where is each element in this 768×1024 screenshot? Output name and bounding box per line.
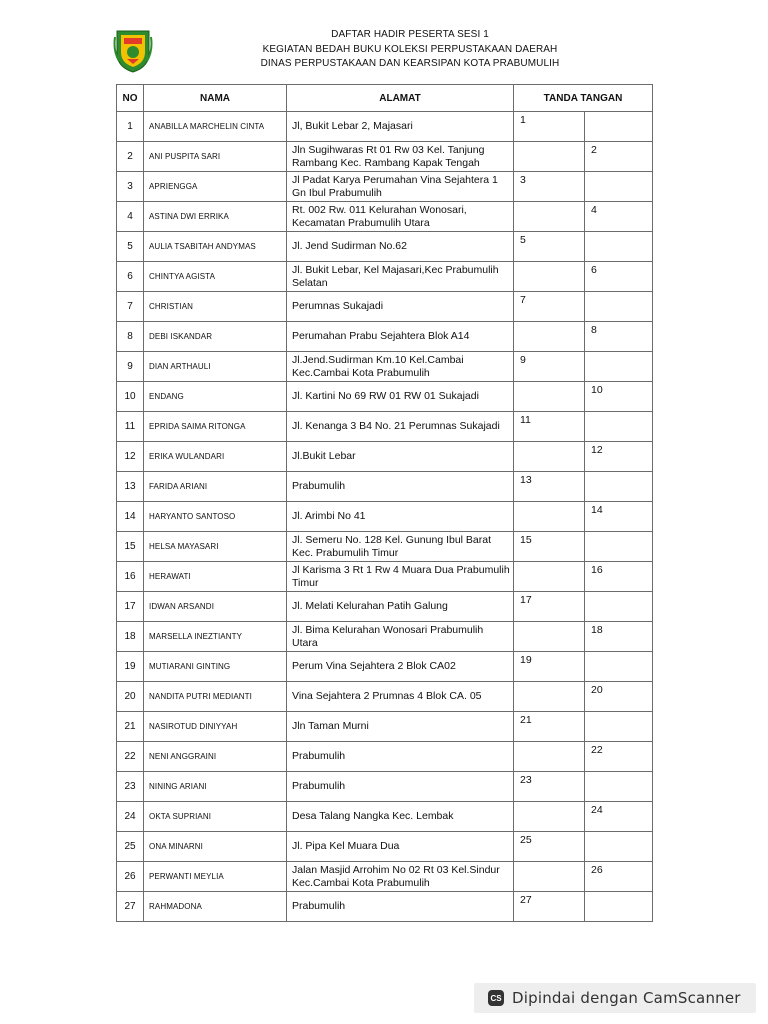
signature-cell-right (585, 532, 653, 562)
participant-address: Jl. Arimbi No 41 (287, 502, 514, 532)
signature-cell-left (514, 682, 585, 712)
participant-name: HELSA MAYASARI (144, 532, 287, 562)
table-row (117, 232, 653, 262)
signature-cell-right (585, 112, 653, 142)
signature-cell-right: 6 (585, 262, 653, 292)
signature-cell-left: 5 (514, 232, 585, 262)
signature-cell-left: 21 (514, 712, 585, 742)
header-no: NO (117, 85, 144, 112)
row-number: 11 (117, 412, 144, 442)
participant-name: NINING ARIANI (144, 772, 287, 802)
participant-name: EPRIDA SAIMA RITONGA (144, 412, 287, 442)
signature-cell-left (514, 262, 585, 292)
participant-address: Jl. Jend Sudirman No.62 (287, 232, 514, 262)
row-number: 8 (117, 322, 144, 352)
header-event: KEGIATAN BEDAH BUKU KOLEKSI PERPUSTAKAAN DAERAH (262, 43, 558, 55)
row-number: 17 (117, 592, 144, 622)
table-row (117, 532, 653, 562)
header-alamat: ALAMAT (287, 85, 514, 112)
signature-cell-right (585, 232, 653, 262)
participant-name: NANDITA PUTRI MEDIANTI (144, 682, 287, 712)
signature-cell-right (585, 592, 653, 622)
row-number: 5 (117, 232, 144, 262)
participant-name: HARYANTO SANTOSO (144, 502, 287, 532)
row-number: 24 (117, 802, 144, 832)
participant-address: Prabumulih (287, 892, 514, 922)
row-number: 27 (117, 892, 144, 922)
table-row (117, 292, 653, 322)
participant-address: Perumnas Sukajadi (287, 292, 514, 322)
signature-cell-left (514, 142, 585, 172)
signature-cell-right: 14 (585, 502, 653, 532)
signature-cell-left: 25 (514, 832, 585, 862)
signature-cell-right: 20 (585, 682, 653, 712)
header-agency: DINAS PERPUSTAKAAN DAN KEARSIPAN KOTA PRABUMULIH (260, 58, 560, 69)
participant-name: HERAWATI (144, 562, 287, 592)
participant-name: ANABILLA MARCHELIN CINTA (144, 112, 287, 142)
table-row (117, 382, 653, 412)
row-number: 22 (117, 742, 144, 772)
signature-cell-right: 16 (585, 562, 653, 592)
participant-name: AULIA TSABITAH ANDYMAS (144, 232, 287, 262)
participant-name: NENI ANGGRAINI (144, 742, 287, 772)
participant-address: Prabumulih (287, 472, 514, 502)
signature-cell-left (514, 322, 585, 352)
signature-cell-right (585, 832, 653, 862)
participant-address: Jl. Semeru No. 128 Kel. Gunung Ibul Barat Kec. Prabumulih Timur (287, 532, 514, 562)
table-row (117, 112, 653, 142)
participant-address: Jalan Masjid Arrohim No 02 Rt 03 Kel.Sindur Kec.Cambai Kota Prabumulih (287, 862, 514, 892)
row-number: 12 (117, 442, 144, 472)
signature-cell-right: 4 (585, 202, 653, 232)
signature-cell-right (585, 892, 653, 922)
signature-cell-right: 24 (585, 802, 653, 832)
header-title: DAFTAR HADIR PESERTA SESI 1 (331, 29, 489, 40)
signature-cell-right (585, 172, 653, 202)
participant-name: NASIROTUD DINIYYAH (144, 712, 287, 742)
participant-name: RAHMADONA (144, 892, 287, 922)
participant-address: Vina Sejahtera 2 Prumnas 4 Blok CA. 05 (287, 682, 514, 712)
participant-name: MUTIARANI GINTING (144, 652, 287, 682)
participant-address: Perumahan Prabu Sejahtera Blok A14 (287, 322, 514, 352)
participant-name: FARIDA ARIANI (144, 472, 287, 502)
participant-address: Jl. Bukit Lebar, Kel Majasari,Kec Prabumulih Selatan (287, 262, 514, 292)
participant-name: DEBI ISKANDAR (144, 322, 287, 352)
signature-cell-left (514, 442, 585, 472)
signature-cell-left: 3 (514, 172, 585, 202)
signature-cell-right (585, 292, 653, 322)
signature-cell-left (514, 502, 585, 532)
table-row (117, 742, 653, 772)
table-row (117, 682, 653, 712)
watermark-text: Dipindai dengan CamScanner (512, 989, 741, 1007)
participant-address: Prabumulih (287, 772, 514, 802)
table-row (117, 562, 653, 592)
table-row (117, 352, 653, 382)
row-number: 16 (117, 562, 144, 592)
table-row (117, 832, 653, 862)
table-row (117, 172, 653, 202)
row-number: 13 (117, 472, 144, 502)
participant-name: MARSELLA INEZTIANTY (144, 622, 287, 652)
row-number: 18 (117, 622, 144, 652)
signature-cell-right: 18 (585, 622, 653, 652)
participant-address: Jl. Kenanga 3 B4 No. 21 Perumnas Sukajadi (287, 412, 514, 442)
table-row (117, 412, 653, 442)
signature-cell-right: 10 (585, 382, 653, 412)
participant-name: ASTINA DWI ERRIKA (144, 202, 287, 232)
participant-name: APRIENGGA (144, 172, 287, 202)
table-row (117, 592, 653, 622)
participant-address: Jl. Melati Kelurahan Patih Galung (287, 592, 514, 622)
row-number: 6 (117, 262, 144, 292)
signature-cell-right: 8 (585, 322, 653, 352)
signature-cell-right (585, 412, 653, 442)
signature-cell-right: 26 (585, 862, 653, 892)
signature-cell-left: 7 (514, 292, 585, 322)
table-row (117, 802, 653, 832)
participant-address: Jl.Bukit Lebar (287, 442, 514, 472)
signature-cell-left: 15 (514, 532, 585, 562)
table-row (117, 652, 653, 682)
row-number: 9 (117, 352, 144, 382)
header-tanda-tangan: TANDA TANGAN (514, 85, 653, 112)
row-number: 4 (117, 202, 144, 232)
table-row (117, 322, 653, 352)
participant-address: Jl. Bima Kelurahan Wonosari Prabumulih Utara (287, 622, 514, 652)
table-row (117, 262, 653, 292)
participant-address: Rt. 002 Rw. 011 Kelurahan Wonosari, Kecamatan Prabumulih Utara (287, 202, 514, 232)
table-row (117, 892, 653, 922)
row-number: 23 (117, 772, 144, 802)
participant-address: Jl, Bukit Lebar 2, Majasari (287, 112, 514, 142)
participant-address: Jl. Kartini No 69 RW 01 RW 01 Sukajadi (287, 382, 514, 412)
participant-name: IDWAN ARSANDI (144, 592, 287, 622)
participant-name: DIAN ARTHAULI (144, 352, 287, 382)
signature-cell-right (585, 352, 653, 382)
participant-address: Jl Padat Karya Perumahan Vina Sejahtera 1 Gn Ibul Prabumulih (287, 172, 514, 202)
signature-cell-right (585, 772, 653, 802)
row-number: 20 (117, 682, 144, 712)
participant-address: Jl.Jend.Sudirman Km.10 Kel.Cambai Kec.Cambai Kota Prabumulih (287, 352, 514, 382)
signature-cell-left (514, 802, 585, 832)
attendance-table (116, 84, 653, 922)
camscanner-watermark (474, 983, 756, 1013)
row-number: 25 (117, 832, 144, 862)
row-number: 3 (117, 172, 144, 202)
row-number: 19 (117, 652, 144, 682)
participant-name: PERWANTI MEYLIA (144, 862, 287, 892)
signature-cell-left (514, 382, 585, 412)
participant-name: CHRISTIAN (144, 292, 287, 322)
signature-cell-right (585, 652, 653, 682)
table-row (117, 202, 653, 232)
signature-cell-left (514, 562, 585, 592)
signature-cell-left: 11 (514, 412, 585, 442)
signature-cell-left: 9 (514, 352, 585, 382)
signature-cell-right (585, 712, 653, 742)
signature-cell-left: 17 (514, 592, 585, 622)
participant-address: Jln Taman Murni (287, 712, 514, 742)
signature-cell-right: 12 (585, 442, 653, 472)
row-number: 2 (117, 142, 144, 172)
participant-address: Perum Vina Sejahtera 2 Blok CA02 (287, 652, 514, 682)
signature-cell-left: 19 (514, 652, 585, 682)
participant-address: Prabumulih (287, 742, 514, 772)
row-number: 7 (117, 292, 144, 322)
signature-cell-left: 1 (514, 112, 585, 142)
row-number: 14 (117, 502, 144, 532)
signature-cell-left (514, 862, 585, 892)
participant-address: Desa Talang Nangka Kec. Lembak (287, 802, 514, 832)
participant-name: ANI PUSPITA SARI (144, 142, 287, 172)
participant-name: ENDANG (144, 382, 287, 412)
participant-name: CHINTYA AGISTA (144, 262, 287, 292)
signature-cell-left: 27 (514, 892, 585, 922)
signature-cell-left (514, 742, 585, 772)
table-header-row (117, 85, 653, 112)
row-number: 1 (117, 112, 144, 142)
table-row (117, 142, 653, 172)
participant-name: OKTA SUPRIANI (144, 802, 287, 832)
signature-cell-right (585, 472, 653, 502)
table-row (117, 862, 653, 892)
row-number: 21 (117, 712, 144, 742)
signature-cell-left: 13 (514, 472, 585, 502)
row-number: 26 (117, 862, 144, 892)
city-emblem-icon (113, 27, 153, 73)
signature-cell-right: 2 (585, 142, 653, 172)
signature-cell-left (514, 622, 585, 652)
header-nama: NAMA (144, 85, 287, 112)
participant-name: ERIKA WULANDARI (144, 442, 287, 472)
table-row (117, 472, 653, 502)
signature-cell-left: 23 (514, 772, 585, 802)
table-row (117, 502, 653, 532)
row-number: 15 (117, 532, 144, 562)
signature-cell-right: 22 (585, 742, 653, 772)
participant-address: Jln Sugihwaras Rt 01 Rw 03 Kel. Tanjung Rambang Kec. Rambang Kapak Tengah (287, 142, 514, 172)
row-number: 10 (117, 382, 144, 412)
participant-address: Jl. Pipa Kel Muara Dua (287, 832, 514, 862)
document-header (160, 28, 660, 72)
participant-name: ONA MINARNI (144, 832, 287, 862)
camscanner-icon: CS (488, 990, 504, 1006)
table-row (117, 622, 653, 652)
signature-cell-left (514, 202, 585, 232)
table-row (117, 712, 653, 742)
participant-address: Jl Karisma 3 Rt 1 Rw 4 Muara Dua Prabumulih Timur (287, 562, 514, 592)
table-row (117, 772, 653, 802)
table-row (117, 442, 653, 472)
